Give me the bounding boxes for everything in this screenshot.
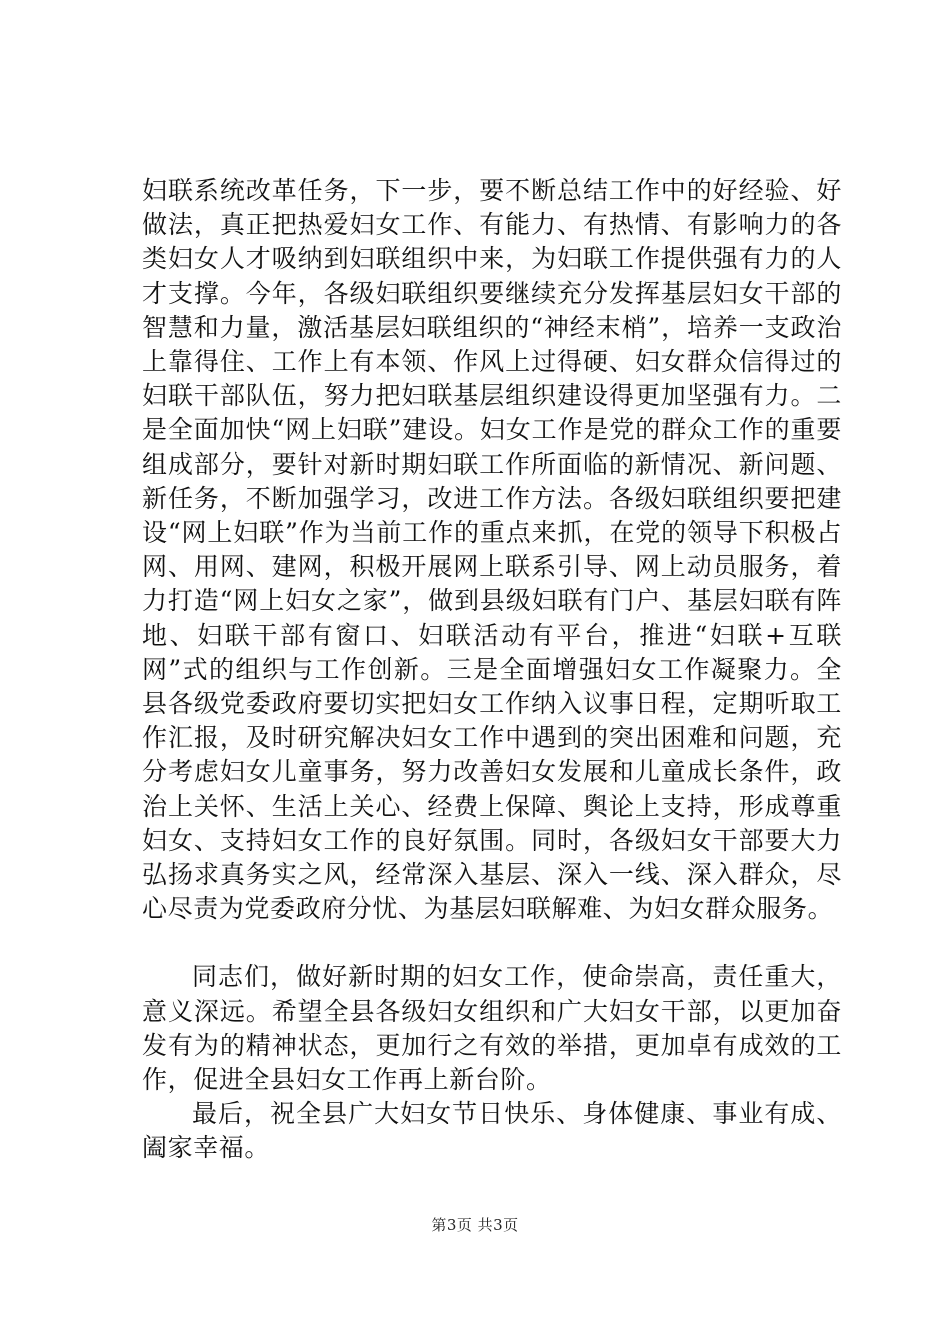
paragraph-continuation: 妇联系统改革任务，下一步，要不断总结工作中的好经验、好做法，真正把热爱妇女工作、有能力、有热情、有影响力的各类妇女人才吸纳到妇联组织中来，为妇联工作提供强有力的人才支撑。今年，各级妇联组织要继续充分发挥基层妇女干部的智慧和力量，激活基层妇联组织的“神经末梢”，培养一支政治上靠得住、工作上有本领、作风上过得硬、妇女群众信得过的妇联干部队伍，努力把妇联基层组织建设得更加坚强有力。二是全面加快“网上妇联”建设。妇女工作是党的群众工作的重要组成部分，要针对新时期妇联工作所面临的新情况、新问题、新任务，不断加强学习，改进工作方法。各级妇联组织要把建设“网上妇联”作为当前工作的重点来抓，在党的领导下积极占网、用网、建网，积极开展网上联系引导、网上动员服务，着力打造“网上妇女之家”，做到县级妇联有门户、基层妇联有阵地、妇联干部有窗口、妇联活动有平台，推进“妇联+互联网”式的组织与工作创新。三是全面增强妇女工作凝聚力。全县各级党委政府要切实把妇女工作纳入议事日程，定期听取工作汇报，及时研究解决妇女工作中遇到的突出困难和问题，充分考虑妇女儿童事务，努力改善妇女发展和儿童成长条件，政治上关怀、生活上关心、经费上保障、舆论上支持，形成尊重妇女、支持妇女工作的良好氛围。同时，各级妇女干部要大力弘扬求真务实之风，经常深入基层、深入一线、深入群众，尽心尽责为党委政府分忧、为基层妇联解难、为妇女群众服务。 xyxy=(142,176,842,924)
paragraph-greeting: 最后，祝全县广大妇女节日快乐、身体健康、事业有成、阖家幸福。 xyxy=(142,1099,842,1163)
document-body xyxy=(142,174,842,1166)
paragraph-closing: 同志们，做好新时期的妇女工作，使命崇高，责任重大，意义深远。希望全县各级妇女组织和广大妇女干部，以更加奋发有为的精神状态，更加行之有效的举措，更加卓有成效的工作，促进全县妇女工作再上新台阶。 xyxy=(142,962,842,1095)
paragraph-gap xyxy=(142,926,842,960)
page-number-footer: 第3页 共3页 xyxy=(431,1216,519,1234)
